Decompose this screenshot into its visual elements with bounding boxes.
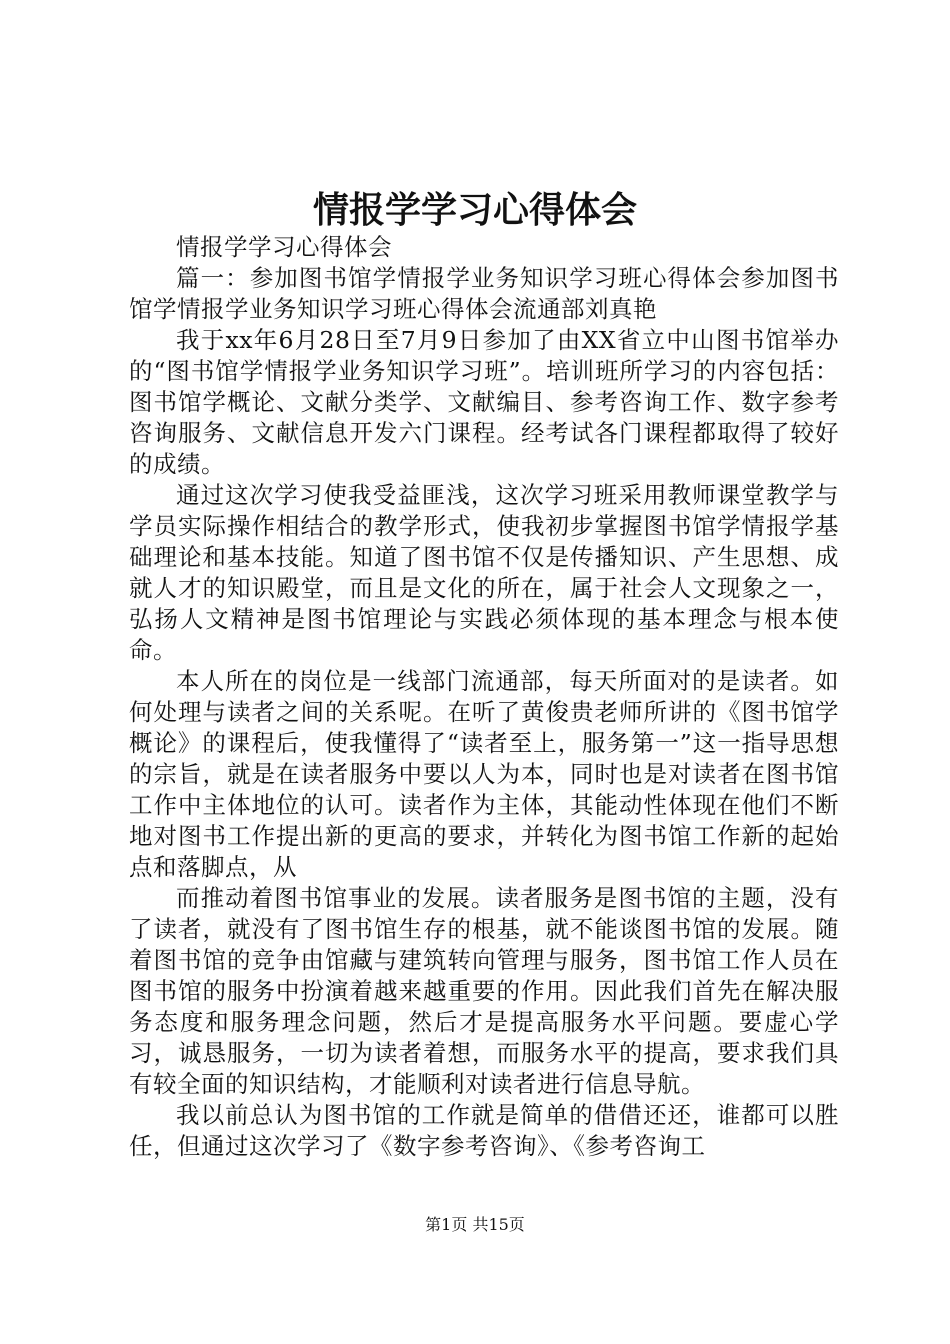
page-footer: 第1页 共15页 — [425, 1215, 525, 1234]
paragraph-1: 篇一：参加图书馆学情报学业务知识学习班心得体会参加图书馆学情报学业务知识学习班心得体会流通部刘真艳 — [129, 264, 839, 323]
paragraph-3: 通过这次学习使我受益匪浅，这次学习班采用教师课堂教学与学员实际操作相结合的教学形式，使我初步掌握图书馆学情报学基础理论和基本技能。知道了图书馆不仅是传播知识、产生思想、成就人才的知识殿堂，而且是文化的所在，属于社会人文现象之一，弘扬人文精神是图书馆理论与实践必须体现的基本理念与根本使命。 — [129, 481, 839, 664]
paragraph-5: 而推动着图书馆事业的发展。读者服务是图书馆的主题，没有了读者，就没有了图书馆生存的根基，就不能谈图书馆的发展。随着图书馆的竞争由馆藏与建筑转向管理与服务，图书馆工作人员在图书馆的服务中扮演着越来越重要的作用。因此我们首先在解决服务态度和服务理念问题，然后才是提高服务水平问题。要虚心学习，诚恳服务，一切为读者着想，而服务水平的提高，要求我们具有较全面的知识结构，才能顺利对读者进行信息导航。 — [129, 884, 839, 1098]
paragraph-2: 我于xx年6月28日至7月9日参加了由XX省立中山图书馆举办的“图书馆学情报学业务知识学习班”。培训班所学习的内容包括：图书馆学概论、文献分类学、文献编目、参考咨询工作、数字参考咨询服务、文献信息开发六门课程。经考试各门课程都取得了较好的成绩。 — [129, 326, 839, 478]
paragraph-subtitle: 情报学学习心得体会 — [176, 233, 392, 261]
document-title: 情报学学习心得体会 — [312, 189, 637, 231]
paragraph-4: 本人所在的岗位是一线部门流通部，每天所面对的是读者。如何处理与读者之间的关系呢。在听了黄俊贵老师所讲的《图书馆学概论》的课程后，使我懂得了“读者至上，服务第一”这一指导思想的宗旨，就是在读者服务中要以人为本，同时也是对读者在图书馆工作中主体地位的认可。读者作为主体，其能动性体现在他们不断地对图书工作提出新的更高的要求，并转化为图书馆工作新的起始点和落脚点，从 — [129, 667, 839, 881]
paragraph-6: 我以前总认为图书馆的工作就是简单的借借还还，谁都可以胜任，但通过这次学习了《数字参考咨询》、《参考咨询工 — [129, 1101, 839, 1160]
document-body — [129, 232, 839, 1162]
